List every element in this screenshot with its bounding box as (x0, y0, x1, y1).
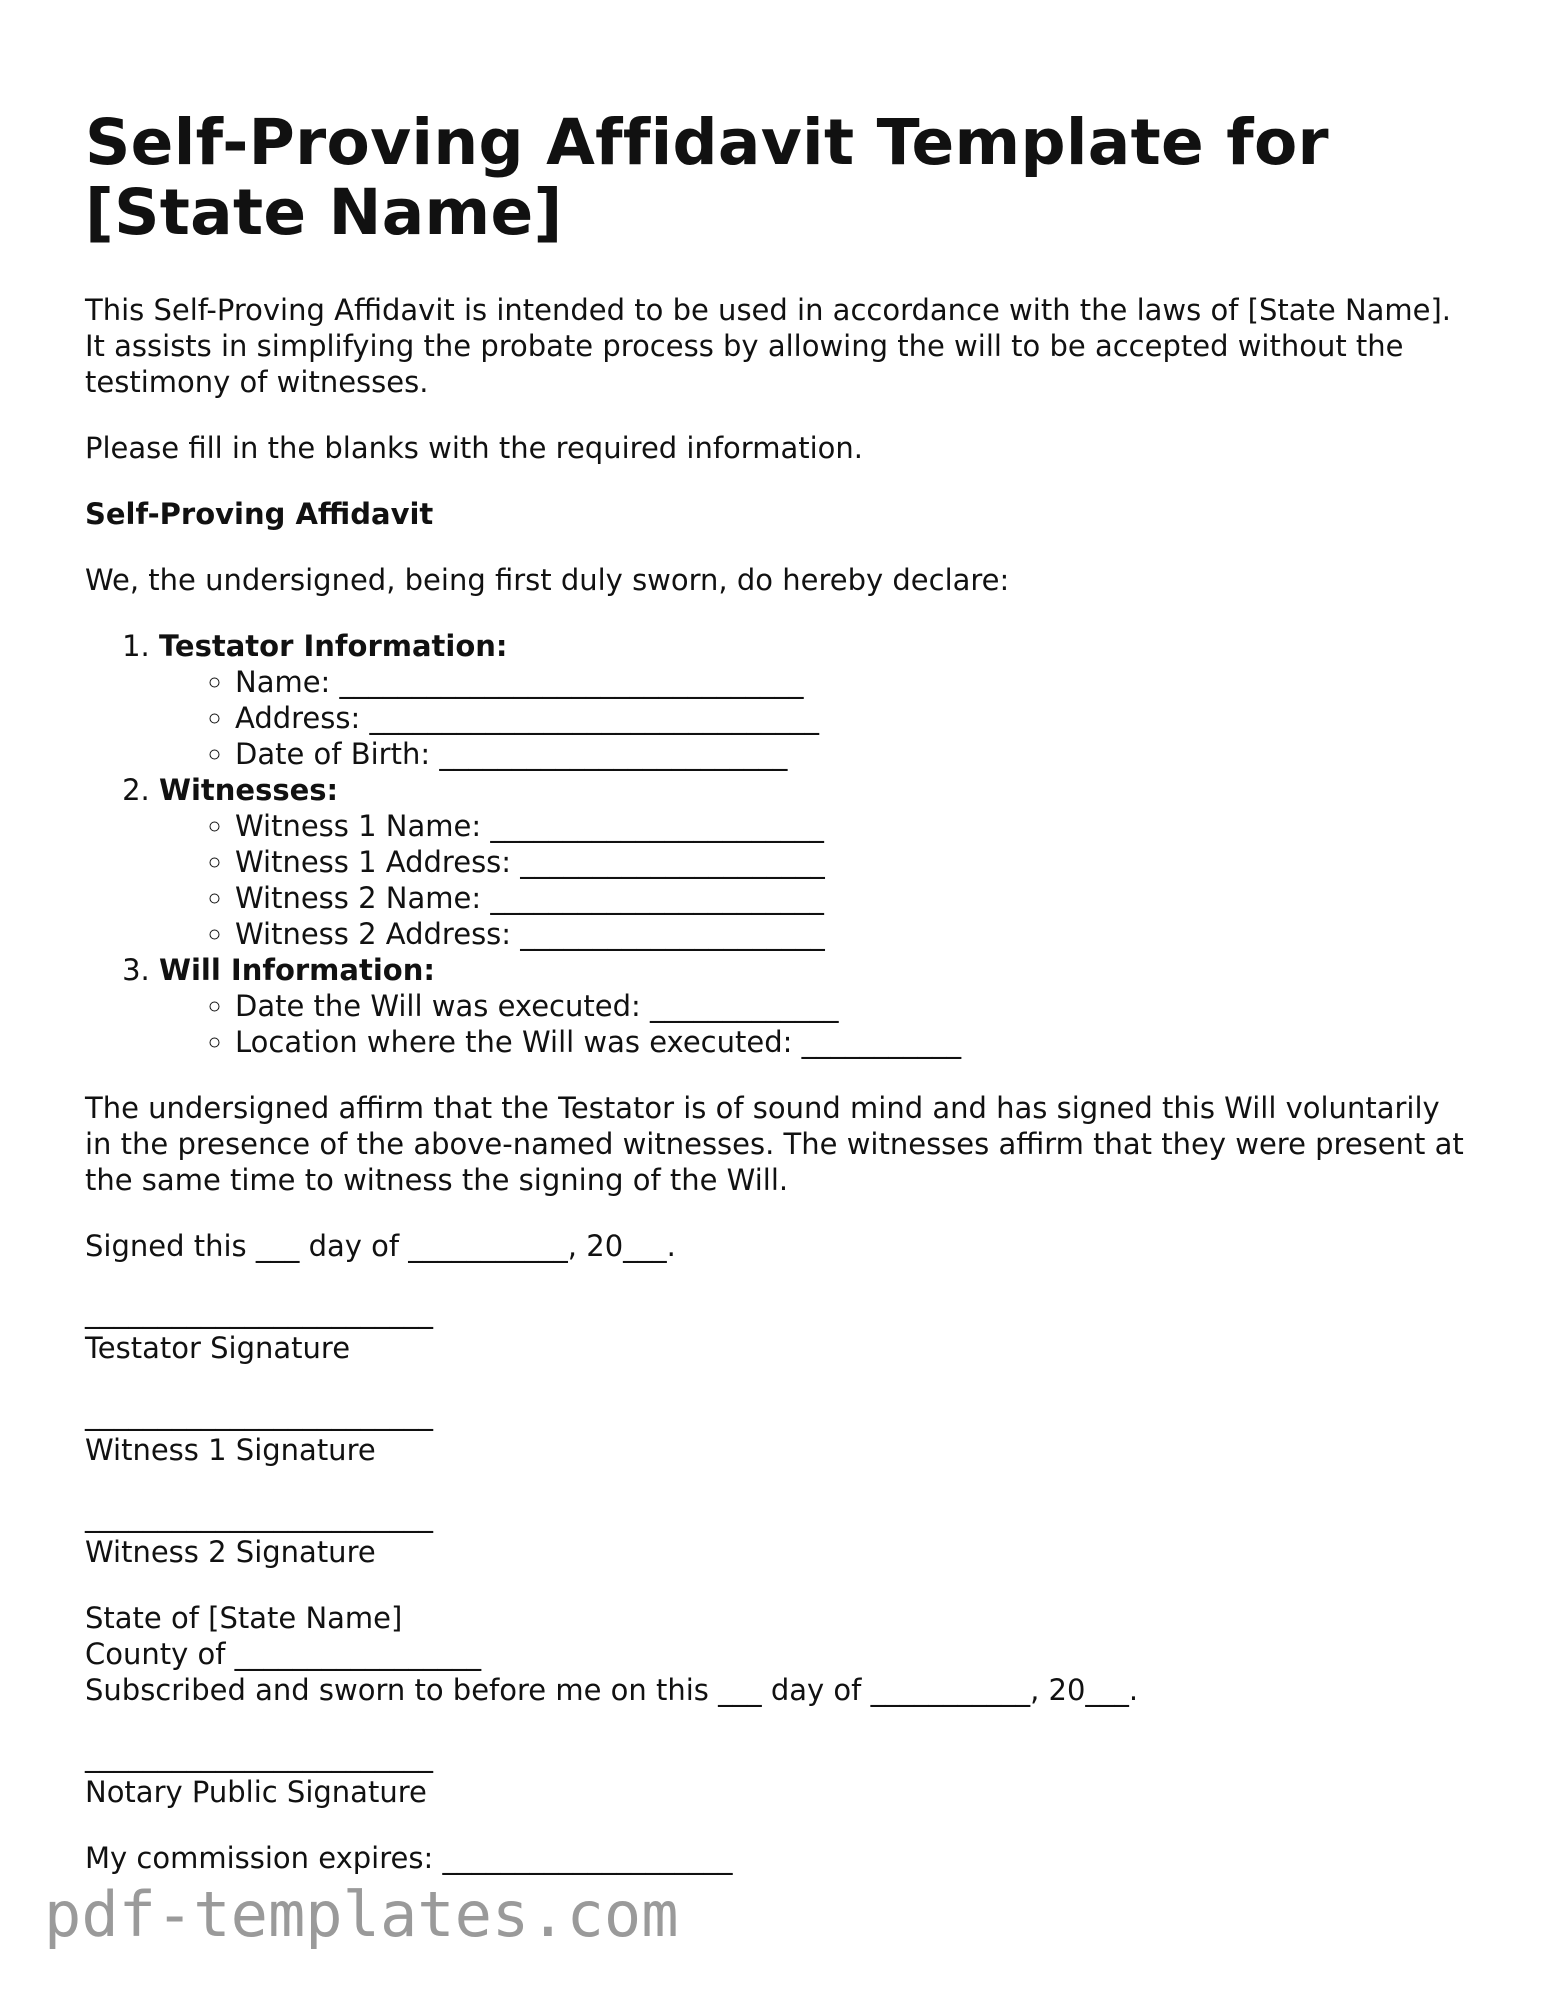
field-will-location: ◦ Location where the Will was executed: ___________ (235, 1024, 1465, 1060)
notary-block (85, 1600, 1465, 1708)
section-title: Testator Information: (159, 629, 508, 663)
witness2-signature-label: Witness 2 Signature (85, 1535, 376, 1569)
field-will-date: ◦ Date the Will was executed: _____________ (235, 988, 1465, 1024)
field-testator-name: ◦ Name: ________________________________ (235, 664, 1465, 700)
section-will-information (159, 952, 1465, 1060)
field-testator-address: ◦ Address: _______________________________ (235, 700, 1465, 736)
notary-signature-label: Notary Public Signature (85, 1775, 427, 1809)
section-items (159, 988, 1465, 1060)
testator-signature-block (85, 1294, 1465, 1366)
notary-subscribed: Subscribed and sworn to before me on this ___ day of ___________, 20___. (85, 1673, 1139, 1707)
section-title: Witnesses: (159, 773, 339, 807)
commission-expires-line: My commission expires: ____________________ (85, 1841, 733, 1875)
witness1-signature-label: Witness 1 Signature (85, 1433, 376, 1467)
declaration-paragraph: We, the undersigned, being first duly sworn, do hereby declare: (85, 563, 1010, 597)
document-page (85, 108, 1465, 1906)
notary-state: State of [State Name] (85, 1601, 403, 1635)
notary-county: County of _________________ (85, 1637, 482, 1671)
section-witnesses (159, 772, 1465, 952)
signature-blank-line: ________________________ (85, 1739, 433, 1773)
field-witness2-name: ◦ Witness 2 Name: _______________________ (235, 880, 1465, 916)
field-witness2-address: ◦ Witness 2 Address: _____________________ (235, 916, 1465, 952)
signature-blank-line: ________________________ (85, 1499, 433, 1533)
section-title: Will Information: (159, 953, 435, 987)
notary-signature-block (85, 1738, 1465, 1810)
affidavit-sections-list (85, 628, 1465, 1060)
affirmation-paragraph: The undersigned affirm that the Testator is of sound mind and has signed this Will voluntarily in the presence of the above-named witnesses. The witnesses affirm that they were present at the same time to witness the signing of the Will. (85, 1091, 1464, 1197)
field-testator-dob: ◦ Date of Birth: ________________________ (235, 736, 1465, 772)
intro-paragraph: This Self-Proving Affidavit is intended to be used in accordance with the laws of [State Name]. It assists in simplifying the probate process by allowing the will to be accepted without the testimony of witnesses. (85, 293, 1452, 399)
section-items (159, 808, 1465, 952)
document-title: Self-Proving Affidavit Template for [State Name] (85, 106, 1329, 249)
signed-date-line: Signed this ___ day of ___________, 20___. (85, 1229, 676, 1263)
witness1-signature-block (85, 1396, 1465, 1468)
section-items (159, 664, 1465, 772)
witness2-signature-block (85, 1498, 1465, 1570)
field-witness1-address: ◦ Witness 1 Address: _____________________ (235, 844, 1465, 880)
signature-blank-line: ________________________ (85, 1295, 433, 1329)
testator-signature-label: Testator Signature (85, 1331, 351, 1365)
section-testator-information (159, 628, 1465, 772)
instructions-paragraph: Please fill in the blanks with the required information. (85, 431, 864, 465)
affidavit-heading: Self-Proving Affidavit (85, 497, 434, 531)
watermark: pdf-templates.com (44, 1878, 679, 1951)
field-witness1-name: ◦ Witness 1 Name: _______________________ (235, 808, 1465, 844)
signature-blank-line: ________________________ (85, 1397, 433, 1431)
